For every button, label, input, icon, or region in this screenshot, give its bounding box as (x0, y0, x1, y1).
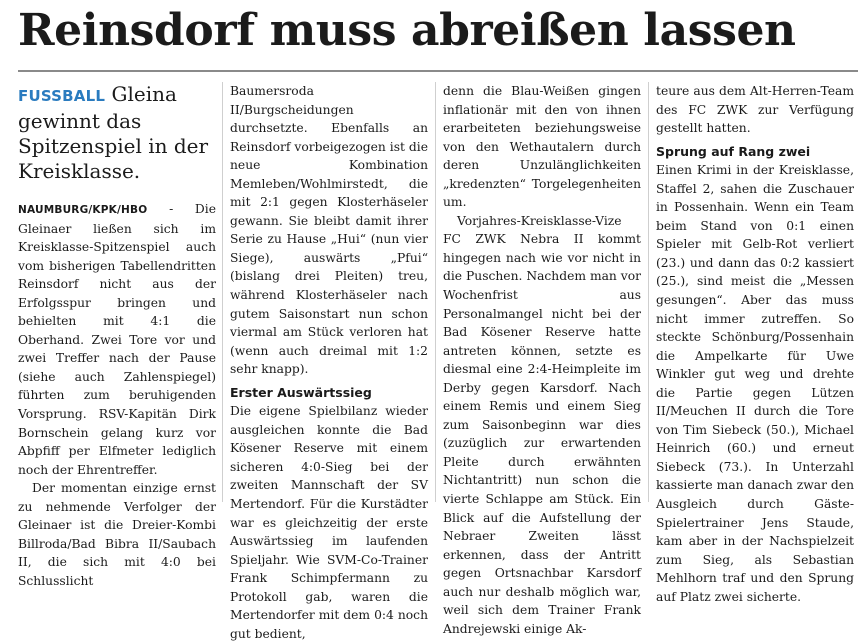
dateline: NAUMBURG/KPK/HBO (18, 204, 148, 216)
paragraph: Vorjahres-Kreisklasse-Vize FC ZWK Nebra II kommt hingegen nach wie vor nicht in die Puschen. Nachdem man vor Wochenfrist aus Personalmangel nicht bei der Bad Kösener Reserve hatte antreten können, setzte es diesmal eine 2:4-Heimpleite im Derby gegen Karsdorf. Nach einem Remis und einem Sieg zum Saisonbeginn war dies (zuzüglich zur erwartenden Pleite durch erwähnten Nichtantritt) nun schon die vierte Schlappe am Stück. Ein Blick auf die Aufstellung der Nebraer Zweiten lässt erkennen, dass der Antritt gegen Ortsnachbar Karsdorf auch nur deshalb möglich war, weil sich dem Trainer Frank Andrejewski einige Ak- (443, 213, 641, 636)
column-4 (656, 82, 854, 606)
paragraph: Einen Krimi in der Kreisklasse, Staffel 2, sahen die Zuschauer in Possenhain. Wenn ein Team beim Stand von 0:1 einen Spieler mit Gelb-Rot verliert (23.) und dann das 0:2 kassiert (25.), sind meist die „Messen gesungen“. Aber das muss nicht immer zutreffen. So steckte Schönburg/Possenhain die Ampelkarte für Uwe Winkler gut weg und drehte die Partie gegen Lützen II/Meuchen II durch die Tore von Tim Siebeck (50.), Michael Heinrich (60.) und erneut Siebeck (73.). In Unterzahl kassierte man danach zwar den Ausgleich durch Gäste-Spielertrainer Jens Staude, kam aber in der Nachspielzeit zum Sieg, als Sebastian Mehlhorn traf und den Sprung auf Platz zwei sicherte. (656, 163, 854, 604)
paragraph: Die eigene Spielbilanz wieder ausgleichen konnte die Bad Kösener Reserve mit einem sicheren 4:0-Sieg bei der zweiten Mannschaft der SV Mertendorf. Für die Kurstädter war es gleichzeitig der erste Auswärtssieg im laufenden Spieljahr. Wie SVM-Co-Trainer Frank Schimpfermann zu Protokoll gab, waren die Mertendorfer mit dem 0:4 noch gut bedient, (230, 404, 428, 641)
paragraph: denn die Blau-Weißen gingen inflationär mit den von ihnen erarbeiteten beziehungsweise von den Wethautalern durch deren Unzulänglichkeiten „kredenzten“ Torgelegenheiten um. (443, 84, 641, 210)
subheading: Erster Auswärtssieg (230, 384, 372, 400)
headline-rule (18, 70, 858, 72)
column-divider (648, 82, 649, 502)
teaser-text: Gleina gewinnt das Spitzenspiel in der Kreisklasse. (18, 82, 209, 183)
paragraph (18, 200, 216, 479)
column-3 (443, 82, 641, 638)
column-2 (230, 82, 428, 643)
column-divider (435, 82, 436, 502)
column-1 (18, 82, 216, 590)
teaser (18, 82, 216, 184)
paragraph: Baumersroda II/Burgscheidungen durchsetzte. Ebenfalls an Reinsdorf vorbeigezogen ist die neue Kombination Memleben/Wohlmirstedt, die mit 2:1 gegen Klosterhäseler gewann. Sie bleibt damit ihrer Serie zu Hause „Hui“ (nun vier Siege), auswärts „Pfui“ (bislang drei Pleiten) treu, während Klosterhäseler nach gutem Saisonstart nun schon viermal am Stück verloren hat (wenn auch dreimal mit 1:2 sehr knapp). (230, 84, 428, 377)
paragraph: teure aus dem Alt-Herren-Team des FC ZWK zur Verfügung gestellt hatten. (656, 84, 854, 136)
paragraph: Der momentan einzige ernst zu nehmende Verfolger der Gleinaer ist die Dreier-Kombi Billroda/Bad Bibra II/Saubach II, die sich mit 4:0 bei Schlusslicht (18, 481, 216, 588)
section-kicker: FUSSBALL (18, 87, 106, 105)
headline: Reinsdorf muss abreißen lassen (18, 5, 796, 56)
paragraph-text: - Die Gleinaer ließen sich im Kreisklasse-Spitzenspiel auch vom bisherigen Tabellendritten Reinsdorf nicht aus der Erfolgsspur bringen und behielten mit 4:1 die Oberhand. Zwei Tore vor und zwei Treffer nach der Pause (siehe auch Zahlenspiegel) führten zum beruhigenden Vorsprung. RSV-Kapitän Dirk Bornschein gelang kurz vor Abpfiff per Elfmeter lediglich noch der Ehrentreffer. (18, 202, 216, 477)
column-divider (222, 82, 223, 502)
subheading: Sprung auf Rang zwei (656, 143, 811, 159)
